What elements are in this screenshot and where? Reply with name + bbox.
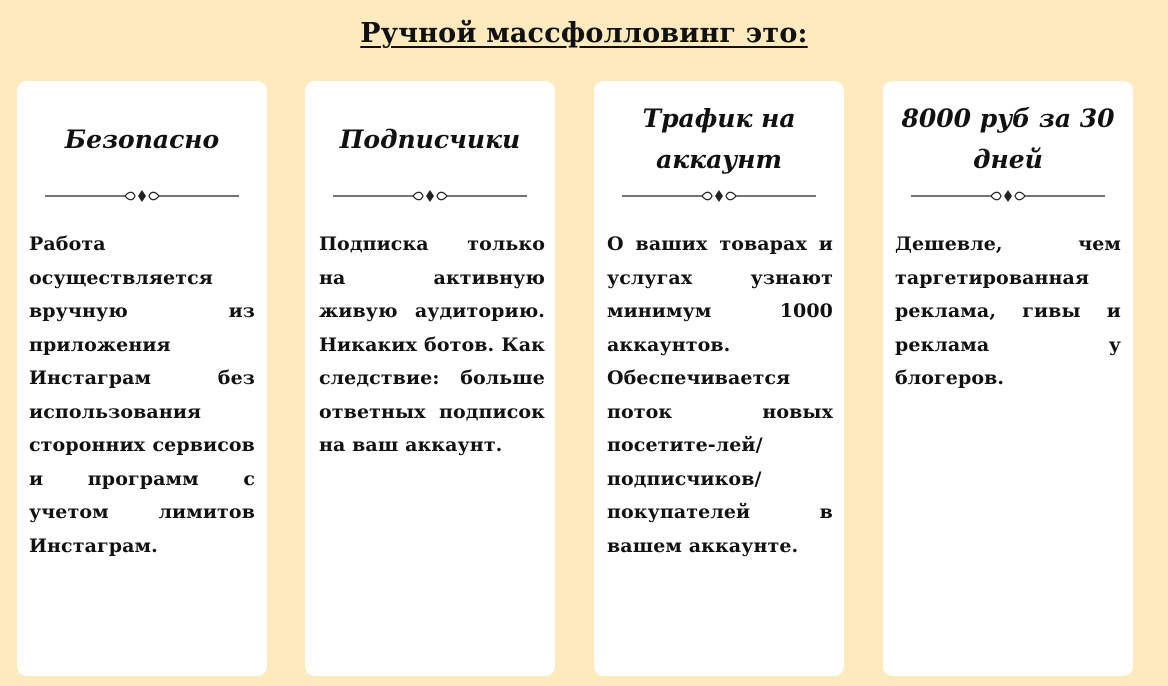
ornament-divider-icon — [333, 188, 527, 204]
ornament-divider-icon — [622, 188, 816, 204]
card-title: Безопасно — [64, 124, 220, 154]
ornament-divider-icon — [911, 188, 1105, 204]
card-traffic — [594, 81, 844, 676]
card-title: 8000 руб за 30 дней — [901, 104, 1115, 174]
card-description: Работа осуществляется вручную из приложения Инстаграм без использования сторонних сервисов и программ с учетом лимитов Инстаграм. — [29, 233, 255, 557]
card-title: Подписчики — [339, 124, 521, 154]
card-followers — [305, 81, 555, 676]
card-description: О ваших товарах и услугах узнают минимум 1000 аккаунтов. Обеспечивается поток новых посетите-лей/ подписчиков/ покупателей в вашем аккаунте. — [607, 233, 833, 557]
card-description: Подписка только на активную живую аудиторию. Никаких ботов. Как следствие: больше ответных подписок на ваш аккаунт. — [319, 233, 545, 456]
card-description: Дешевле, чем таргетированная реклама, гивы и реклама у блогеров. — [895, 233, 1121, 389]
page-title: Ручной массфолловинг это: — [360, 18, 808, 49]
ornament-divider-icon — [45, 188, 239, 204]
card-price — [883, 81, 1133, 676]
card-safe — [17, 81, 267, 676]
card-title: Трафик на аккаунт — [642, 104, 796, 174]
